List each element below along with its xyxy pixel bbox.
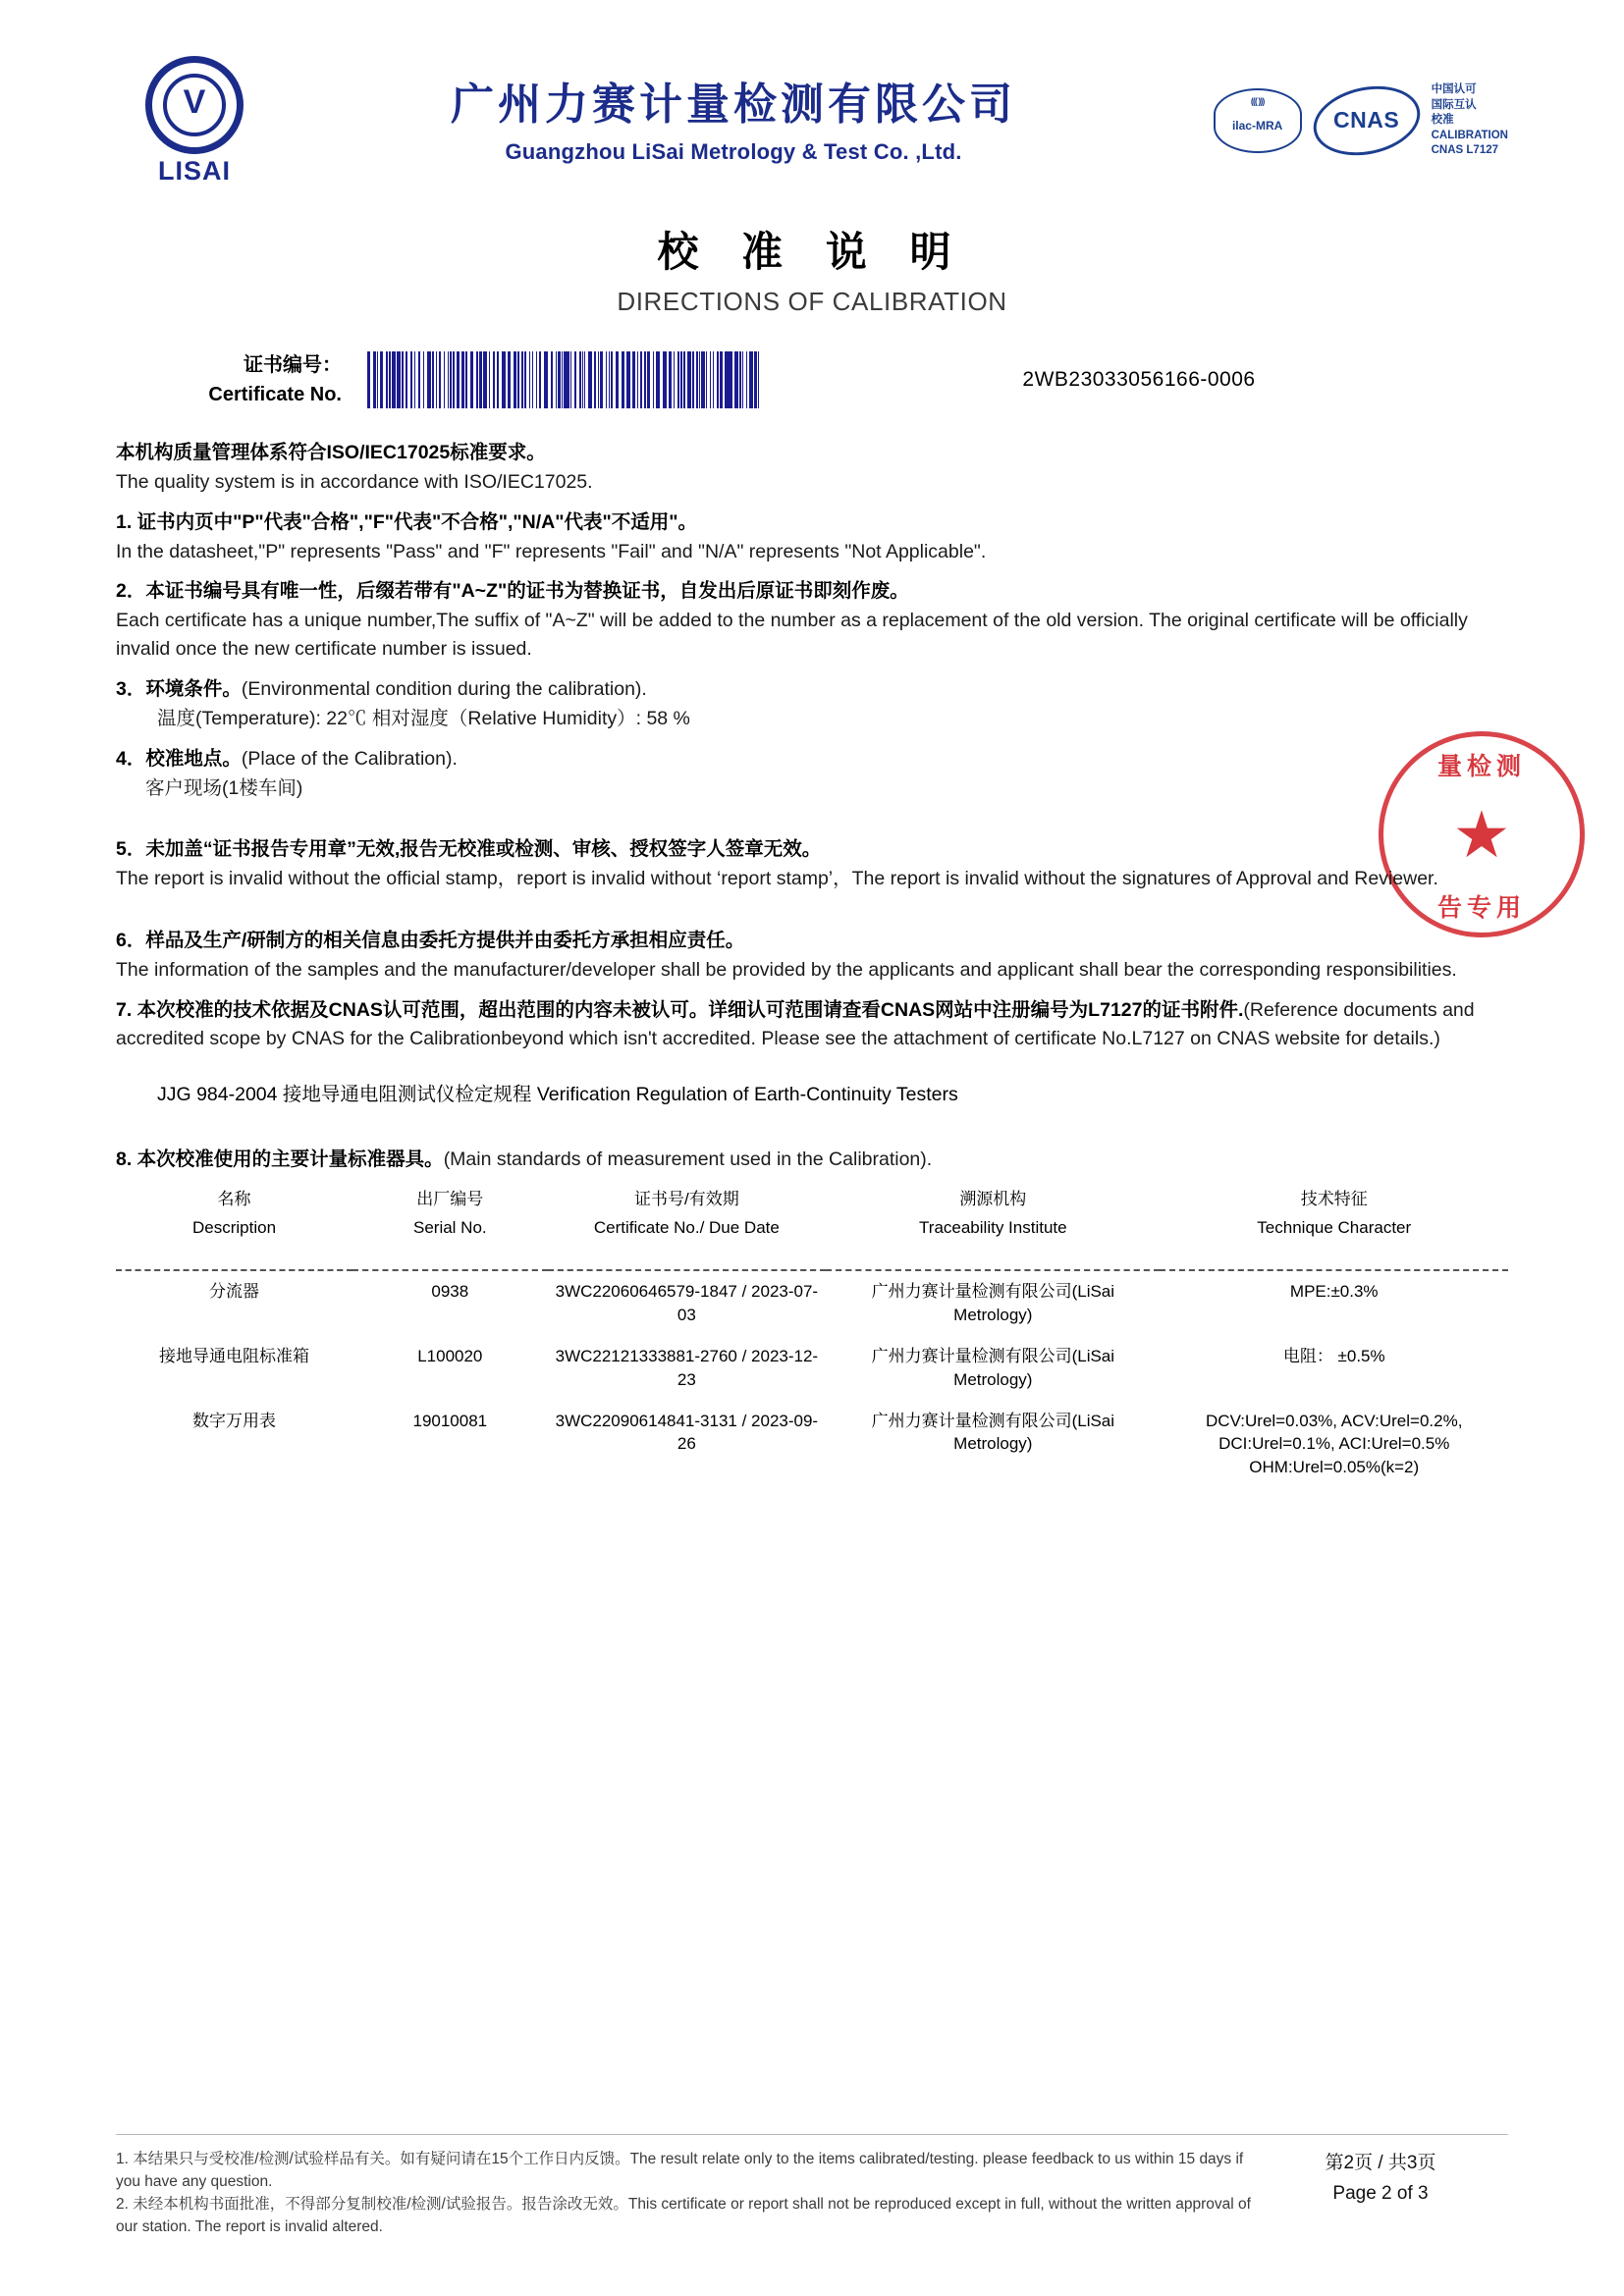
page-title-cn: 校 准 说 明 bbox=[657, 229, 967, 275]
line-item3-en: (Environmental condition during the calibration). bbox=[241, 678, 647, 701]
line-item5-cn: 5．未加盖“证书报告专用章”无效,报告无校准或检测、审核、授权签字人签章无效。 bbox=[116, 838, 822, 861]
standards-table-body bbox=[116, 1270, 1508, 1488]
cnas-label: CNAS bbox=[1333, 107, 1400, 133]
line-item7-en: (Reference documents and accredited scope by CNAS for the Calibrationbeyond which isn't accredited. Please see the attachment of certificate No.L7127 on CNAS website for details.) bbox=[116, 998, 1475, 1049]
line-item2-cn: 2．本证书编号具有唯一性，后缀若带有"A~Z"的证书为替换证书，自发出后原证书即刻作废。 bbox=[116, 580, 909, 603]
standards-table-head bbox=[116, 1187, 1508, 1270]
cell-institute: 广州力赛计量检测有限公司(LiSai Metrology) bbox=[871, 1346, 1115, 1389]
line-item4-cn: 4．校准地点。 bbox=[116, 747, 242, 770]
header-en-description: Description bbox=[192, 1218, 277, 1238]
line-item6-cn: 6．样品及生产/研制方的相关信息由委托方提供并由委托方承担相应责任。 bbox=[116, 930, 745, 952]
standards-table bbox=[116, 1187, 1508, 1487]
line-item7-cn: 7. 本次校准的技术依据及CNAS认可范围，超出范围的内容未被认可。详细认可范围请查看CNAS网站中注册编号为L7127的证书附件. bbox=[116, 998, 1244, 1021]
certificate-number: 2WB23033056166-0006 bbox=[1022, 368, 1256, 391]
header-cn-certificate: 证书号/有效期 bbox=[633, 1190, 739, 1209]
cell-description: 分流器 bbox=[209, 1282, 260, 1302]
header-cn-description: 名称 bbox=[217, 1190, 251, 1209]
footer-note-1: 1. 本结果只与受校准/检测/试验样品有关。如有疑问请在15个工作日内反馈。The result relate only to the items calibrated/testing. please feedback to us within 15 days if you have any question. bbox=[116, 2151, 1244, 2191]
logo-v-glyph: V bbox=[183, 83, 206, 122]
line-item3-cn: 3．环境条件。 bbox=[116, 678, 242, 701]
cell-institute: 广州力赛计量检测有限公司(LiSai Metrology) bbox=[871, 1282, 1115, 1325]
line-item2-en: Each certificate has a unique number,The suffix of "A~Z" will be added to the number as a replacement of the old version. The original certificate will be officially invalid once the new certificate number is issued. bbox=[116, 610, 1468, 661]
page-title-en: DIRECTIONS OF CALIBRATION bbox=[617, 287, 1007, 316]
company-name-en: Guangzhou LiSai Metrology & Test Co. ,Ltd. bbox=[505, 138, 962, 164]
certificate-label bbox=[116, 350, 357, 409]
cnas-icon bbox=[1314, 86, 1420, 155]
header-cn-technique: 技术特征 bbox=[1300, 1190, 1368, 1209]
footer-note-2: 2. 未经本机构书面批准，不得部分复制校准/检测/试验报告。报告涂改无效。This certificate or report shall not be reproduced except in full, without the written approval of our station. The report is invalid altered. bbox=[116, 2196, 1251, 2236]
star-icon: ★ bbox=[1452, 798, 1511, 871]
standards-header-separator bbox=[116, 1250, 1508, 1270]
logo-inner-ring bbox=[163, 74, 226, 136]
cell-technique: 电阻： ±0.5% bbox=[1282, 1346, 1385, 1365]
cell-serial: 19010081 bbox=[412, 1411, 488, 1430]
logo-wordmark: LISAI bbox=[157, 155, 231, 186]
header-en-technique: Technique Character bbox=[1257, 1218, 1412, 1238]
line-quality-system-en: The quality system is in accordance with ISO/IEC17025. bbox=[116, 470, 593, 493]
accreditation-logos bbox=[1184, 82, 1508, 159]
cell-institute: 广州力赛计量检测有限公司(LiSai Metrology) bbox=[871, 1411, 1115, 1454]
line-item1-cn: 1. 证书内页中"P"代表"合格","F"代表"不合格","N/A"代表"不适用"。 bbox=[116, 510, 697, 533]
header-en-serial: Serial No. bbox=[412, 1218, 487, 1238]
reference-regulation: JJG 984-2004 接地导通电阻测试仪检定规程 Verification Regulation of Earth-Continuity Testers bbox=[157, 1083, 958, 1105]
header-en-certificate: Certificate No./ Due Date bbox=[593, 1218, 780, 1238]
ilac-arcs: ((( ))) bbox=[1250, 95, 1265, 106]
cell-description: 接地导通电阻标准箱 bbox=[159, 1346, 310, 1365]
stamp-top-text: 量检测 bbox=[1436, 753, 1526, 780]
barcode-wrapper bbox=[357, 351, 770, 408]
line-item1-en: In the datasheet,"P" represents "Pass" and "F" represents "Fail" and "N/A" represents "Not Applicable". bbox=[116, 540, 987, 562]
footer-notes bbox=[116, 2149, 1253, 2239]
line-item7 bbox=[116, 996, 1508, 1053]
barcode-image bbox=[367, 351, 760, 408]
page-number-en: Page 2 of 3 bbox=[1332, 2182, 1429, 2204]
standards-title-en: (Main standards of measurement used in the Calibration). bbox=[443, 1148, 933, 1170]
certificate-label-cn: 证书编号： bbox=[244, 354, 342, 376]
line-item6-en: The information of the samples and the manufacturer/developer shall be provided by the applicants and applicant shall bear the corresponding responsibilities. bbox=[116, 959, 1457, 982]
standards-title bbox=[116, 1146, 1508, 1174]
environment-values: 温度(Temperature): 22℃ 相对湿度（Relative Humidity）: 58 % bbox=[157, 707, 690, 729]
certificate-number-row bbox=[116, 343, 1508, 417]
cell-certificate: 3WC22090614841-3131 / 2023-09-26 bbox=[555, 1411, 819, 1454]
cell-technique: MPE:±0.3% bbox=[1289, 1282, 1379, 1302]
cell-description: 数字万用表 bbox=[192, 1411, 277, 1430]
page-header bbox=[116, 0, 1508, 185]
line-item5-en: The report is invalid without the official stamp，report is invalid without ‘report stamp’，The report is invalid without the signatures of Approval and Reviewer. bbox=[116, 868, 1438, 890]
table-row bbox=[116, 1336, 1508, 1401]
ilac-label: ilac-MRA bbox=[1231, 118, 1283, 133]
ilac-mra-icon bbox=[1214, 88, 1302, 153]
page-footer bbox=[116, 2134, 1508, 2239]
line-quality-system-cn: 本机构质量管理体系符合ISO/IEC17025标准要求。 bbox=[116, 442, 546, 463]
cell-certificate: 3WC22060646579-1847 / 2023-07-03 bbox=[555, 1282, 819, 1325]
header-cn-serial: 出厂编号 bbox=[416, 1190, 484, 1209]
line-item3 bbox=[116, 675, 1508, 704]
cnas-accreditation-text: 中国认可 国际互认 校准 CALIBRATION CNAS L7127 bbox=[1431, 83, 1508, 157]
table-row bbox=[116, 1401, 1508, 1488]
header-cn-institute: 溯源机构 bbox=[959, 1190, 1027, 1209]
standards-title-cn: 8. 本次校准使用的主要计量标准器具。 bbox=[116, 1148, 444, 1170]
line-item4-en: (Place of the Calibration). bbox=[241, 747, 458, 770]
cell-serial: 0938 bbox=[431, 1282, 469, 1302]
place-value: 客户现场(1楼车间) bbox=[145, 776, 303, 799]
standards-header-cn-row bbox=[116, 1187, 1508, 1215]
lisai-circle-v-logo bbox=[145, 56, 244, 154]
company-name-block bbox=[273, 78, 1184, 165]
line-item4 bbox=[116, 745, 1508, 774]
page-number-block bbox=[1253, 2149, 1508, 2209]
standards-header-en-row bbox=[116, 1215, 1508, 1250]
certificate-label-en: Certificate No. bbox=[208, 384, 342, 405]
header-en-institute: Traceability Institute bbox=[919, 1218, 1067, 1238]
company-name-cn: 广州力赛计量检测有限公司 bbox=[451, 80, 1016, 129]
stamp-bottom-text: 告专用 bbox=[1436, 894, 1526, 922]
page-number-cn: 第2页 / 共3页 bbox=[1325, 2153, 1436, 2174]
cell-serial: L100020 bbox=[417, 1346, 483, 1365]
cell-technique: DCV:Urel=0.03%, ACV:Urel=0.2%, DCI:Urel=0.1%, ACI:Urel=0.5% OHM:Urel=0.05%(k=2) bbox=[1206, 1411, 1463, 1477]
directions-content bbox=[116, 439, 1511, 1488]
cell-certificate: 3WC22121333881-2760 / 2023-12-23 bbox=[555, 1346, 819, 1389]
table-row bbox=[116, 1270, 1508, 1336]
company-logo bbox=[116, 56, 273, 187]
